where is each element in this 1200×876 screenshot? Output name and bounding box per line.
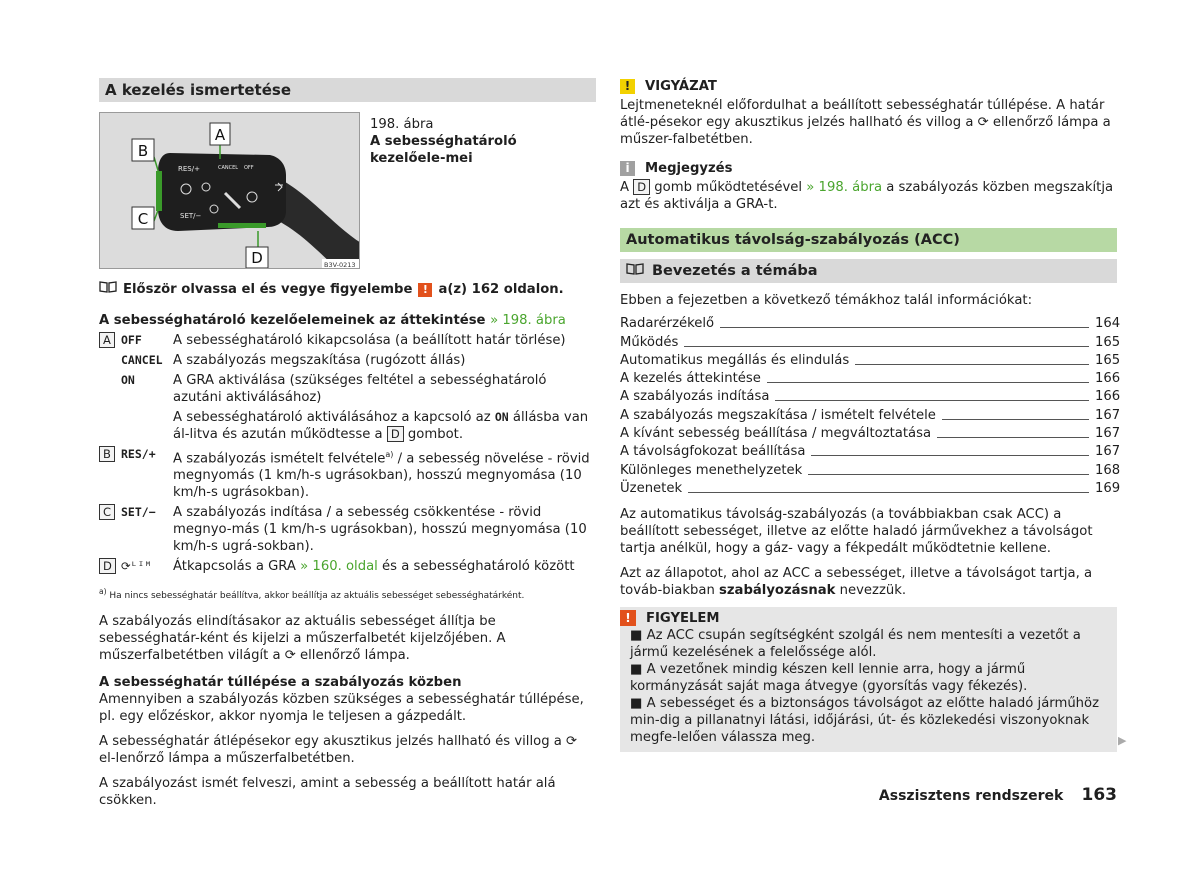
toc-row[interactable]	[620, 369, 1121, 387]
read-first-text1: Először olvassa el és vegye figyelembe	[123, 282, 413, 297]
control-row-res	[99, 446, 596, 501]
book-icon	[626, 263, 644, 280]
warning-bullet: ■ Az ACC csupán segítségként szolgál és nem mentesíti a vezetőt a jármű kezelésének a felelőssége alól.	[630, 627, 1081, 660]
control-text-off: A sebességhatároló kikapcsolása (a beállított határ törlése)	[173, 333, 566, 348]
caution-icon: !	[620, 79, 635, 94]
paragraph-4: A szabályozást ismét felveszi, amint a sebesség a beállított határ alá csökken.	[99, 776, 556, 809]
acc-paragraph-1: Az automatikus távolság-szabályozás (a továbbiakban csak ACC) a beállított sebességet, illetve az előtte haladó járművekhez a távolságot tartja anélkül, hogy a gáz- vagy a fékpedált működtetnie kellene.	[620, 506, 1093, 556]
figure-row	[99, 112, 596, 269]
on-extra-key-d: D	[387, 426, 404, 442]
acc-par2-a: Azt az állapotot, ahol az ACC a sebességet, illetve a távolságot tartja, a továb-biakban	[620, 565, 1093, 598]
paragraph-1: A szabályozás elindításakor az aktuális sebességet állítja be sebességhatár-ként és kijelzi a műszerfalbetét kijelzőjében. A műszerfalbetétben világít a ⟳ ellenőrző lámpa.	[99, 614, 506, 664]
callout-b: B	[137, 142, 149, 160]
toc-label: A távolságfokozat beállítása	[620, 444, 806, 460]
footnote	[99, 583, 596, 605]
toc-list	[620, 314, 1121, 497]
warning-icon: !	[418, 283, 432, 297]
note-text	[620, 179, 1117, 213]
symbol-off: OFF	[121, 333, 142, 347]
key-a: A	[99, 332, 115, 348]
paragraph-2: Amennyiben a szabályozás közben szükséges a sebességhatár túllépése, pl. egy előzéskor, akkor nyomja le teljesen a gázpedált.	[99, 692, 584, 725]
toc-page: 167	[1095, 444, 1121, 460]
toc-row[interactable]	[620, 351, 1121, 369]
read-first-link[interactable]: a(z) 162 oldalon.	[438, 282, 564, 297]
control-text-on: A GRA aktiválása (szükséges feltétel a sebességhatároló azutáni aktiválásához)	[173, 373, 547, 405]
control-text-cancel: A szabályozás megszakítása (rugózott állás)	[173, 353, 466, 368]
toc-label: A szabályozás megszakítása / ismételt felvétele	[620, 407, 936, 423]
info-icon: i	[620, 161, 635, 176]
control-row-off	[99, 332, 596, 349]
lim-t1: Átkapcsolás a GRA	[173, 559, 296, 575]
toc-row[interactable]	[620, 314, 1121, 332]
acc-par2-c: nevezzük.	[839, 582, 907, 598]
toc-row[interactable]	[620, 332, 1121, 350]
continue-arrow-icon: ▶	[1118, 734, 1127, 747]
callout-a: A	[214, 126, 226, 144]
on-extra-sym: ON	[494, 410, 509, 424]
toc-label: Működés	[620, 334, 679, 350]
warning-bullet: ■ A sebességet és a biztonságos távolságot az előtte haladó járműhöz min-dig a pillanatnyi látási, időjárási, út- és közlekedési viszonyoknak megfe-lelően válassza meg.	[630, 695, 1100, 745]
lever-figure	[99, 112, 360, 269]
note-t2: gomb működtetésével	[654, 180, 803, 195]
toc-label: Üzenetek	[620, 480, 683, 496]
toc-row[interactable]	[620, 387, 1121, 405]
page-footer	[620, 787, 1117, 805]
toc-label: A kívánt sebesség beállítása / megváltoztatása	[620, 426, 932, 442]
footnote-text: Ha nincs sebességhatár beállítva, akkor beállítja az aktuális sebességet sebességhatárként.	[109, 591, 525, 602]
control-row-on	[99, 372, 596, 406]
on-extra-t1: A sebességhatároló aktiválásához a kapcsoló az	[173, 410, 491, 425]
intro-heading	[620, 259, 1117, 283]
right-column	[620, 78, 1121, 752]
caution-text: Lejtmeneteknél előfordulhat a beállított sebességhatár túllépése. A határ átlé-pésekor egy akusztikus jelzés hallható és villog a ⟳ ellenőrző lámpa a műszer-falbetétben.	[620, 98, 1111, 147]
overview-heading-text: A sebességhatároló kezelőelemeinek az áttekintése	[99, 313, 486, 328]
control-row-set	[99, 504, 596, 555]
acc-par2-b: szabályozásnak	[719, 582, 836, 598]
page-number: 163	[1081, 785, 1117, 805]
control-text-lim	[173, 558, 596, 575]
left-column	[99, 78, 596, 809]
control-row-lim	[99, 558, 596, 575]
res-t1: A szabályozás ismételt felvétele	[173, 451, 386, 467]
toc-row[interactable]	[620, 405, 1121, 423]
lim-t2: és a sebességhatároló között	[382, 559, 575, 575]
book-icon	[99, 281, 117, 298]
paragraph-3: A sebességhatár átlépésekor egy akusztikus jelzés hallható és villog a ⟳ el-lenőrző lámpa a műszerfalbetétben.	[99, 734, 578, 767]
callout-d: D	[251, 249, 263, 267]
figure-caption	[370, 116, 570, 269]
res-sup: a)	[385, 450, 394, 459]
toc-label: Automatikus megállás és elindulás	[620, 352, 850, 368]
toc-label: A szabályozás indítása	[620, 389, 770, 405]
read-first-line	[99, 281, 596, 298]
figure-title: A sebességhatároló kezelőele-mei	[370, 134, 517, 166]
control-text-set: A szabályozás indítása / a sebesség csökkentése - rövid megnyo-más (1 km/h-s ugrásokban), hosszú megnyomása (10 km/h-s ugrá-sokban).	[173, 505, 587, 555]
toc-page: 167	[1095, 407, 1121, 423]
note-t1: A	[620, 180, 630, 195]
section-title: A kezelés ismertetése	[99, 78, 596, 102]
key-d: D	[99, 558, 116, 574]
lever-cancel-label: CANCEL	[218, 165, 239, 171]
warning-icon: !	[620, 610, 636, 626]
control-row-on-extra	[99, 409, 596, 443]
key-b: B	[99, 446, 115, 462]
toc-label: Radarérzékelő	[620, 316, 715, 332]
figure-number: 198. ábra	[370, 117, 434, 132]
note-key-d: D	[633, 179, 650, 195]
res-t2: / a sebesség növelése - rövid megnyomás (1 km/h-s ugrásokban), hosszú megnyomása (10 km/h-s ugrásokban).	[173, 451, 590, 501]
note-heading	[620, 160, 1117, 177]
symbol-on: ON	[121, 373, 135, 387]
toc-page: 166	[1095, 371, 1121, 387]
toc-row[interactable]	[620, 424, 1121, 442]
toc-page: 165	[1095, 334, 1121, 350]
exceed-heading: A sebességhatár túllépése a szabályozás közben	[99, 675, 462, 691]
acc-heading: Automatikus távolság-szabályozás (ACC)	[620, 228, 1117, 252]
symbol-lim: ⟳ᴸᴵᴹ	[121, 559, 152, 574]
toc-label: A kezelés áttekintése	[620, 371, 761, 387]
toc-page: 166	[1095, 389, 1121, 405]
toc-page: 165	[1095, 352, 1121, 368]
toc-page: 164	[1095, 316, 1121, 332]
lever-off-label: OFF	[244, 165, 254, 171]
toc-label: Különleges menethelyzetek	[620, 462, 803, 478]
lim-link[interactable]: » 160. oldal	[300, 559, 378, 575]
overview-link[interactable]: » 198. ábra	[490, 313, 566, 328]
on-extra-t3: gombot.	[407, 427, 464, 442]
warning-title: FIGYELEM	[646, 610, 720, 626]
intro-title: Bevezetés a témába	[652, 262, 818, 279]
toc-row[interactable]	[620, 479, 1121, 497]
control-row-cancel	[99, 352, 596, 369]
note-link[interactable]: » 198. ábra	[806, 180, 883, 195]
intro-text: Ebben a fejezetben a következő témákhoz talál információkat:	[620, 293, 1033, 308]
toc-page: 168	[1095, 462, 1121, 478]
key-c: C	[99, 504, 115, 520]
symbol-cancel: CANCEL	[121, 353, 163, 367]
symbol-set: SET/−	[121, 505, 156, 520]
caution-title: VIGYÁZAT	[645, 79, 717, 94]
symbol-res: RES/+	[121, 447, 156, 461]
note-title: Megjegyzés	[645, 161, 733, 176]
figure-code: B3V-0213	[324, 261, 356, 269]
lever-illustration	[100, 113, 360, 269]
on-extra-t2: állásba van ál-litva és azután működtesse a	[173, 410, 589, 442]
note-t3: a szabályozás közben megszakítja azt és aktiválja a GRA-t.	[620, 180, 1114, 212]
on-extra-text	[173, 409, 596, 443]
toc-row[interactable]	[620, 442, 1121, 460]
warning-box	[620, 607, 1117, 752]
toc-page: 169	[1095, 480, 1121, 496]
control-text-res	[173, 446, 596, 501]
warning-bullet: ■ A vezetőnek mindig készen kell lennie arra, hogy a jármű kormányzását saját maga átvegye (gyorsítás vagy fékezés).	[630, 661, 1028, 694]
footer-title: Asszisztens rendszerek	[878, 788, 1064, 804]
acc-paragraph-2	[620, 565, 1117, 599]
warning-heading	[620, 610, 1109, 627]
footnote-mark: a)	[99, 587, 107, 597]
callout-c: C	[137, 210, 149, 228]
lever-res-label: RES/+	[178, 165, 200, 173]
toc-row[interactable]	[620, 460, 1121, 478]
caution-heading	[620, 78, 1117, 95]
toc-page: 167	[1095, 426, 1121, 442]
overview-heading	[99, 312, 596, 329]
lever-set-label: SET/−	[180, 212, 202, 220]
